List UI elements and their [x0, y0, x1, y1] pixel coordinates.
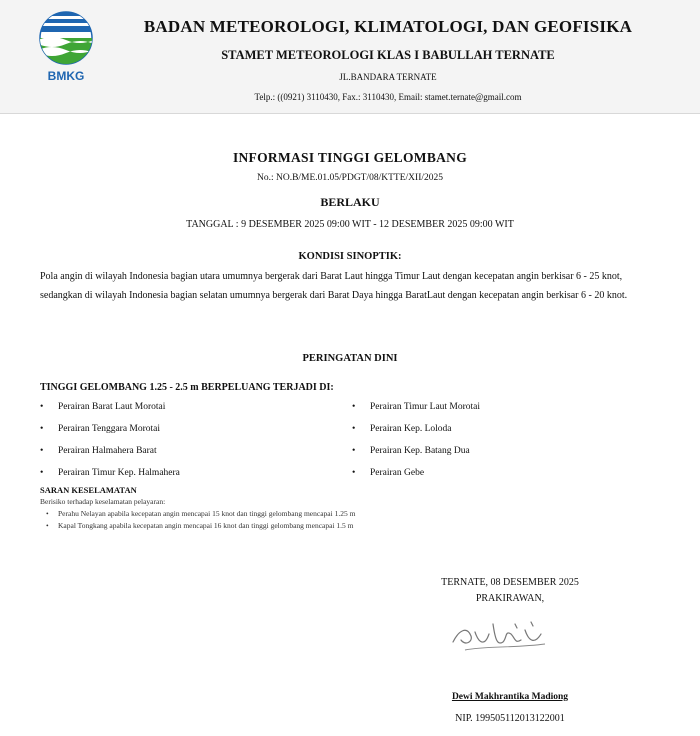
- signatory-name: Dewi Makhrantika Madiong: [451, 692, 569, 702]
- organization-name: BADAN METEOROLOGI, KLIMATOLOGI, DAN GEOFISIKA: [143, 17, 633, 36]
- list-item: [40, 444, 180, 466]
- bullet: •: [46, 509, 49, 518]
- saran-item: Kapal Tongkang apabila kecepatan angin mencapai 16 knot dan tinggi gelombang mencapai 1.5 m: [58, 521, 354, 530]
- kondisi-text: Pola angin di wilayah Indonesia bagian utara umumnya bergerak dari Barat Laut hingga Timur Laut dengan kecepatan angin berkisar 6 - 25 knot, sedangkan di wilayah Indonesia bagian selatan umumnya bergerak dari Barat Daya hingga BaratLaut dengan kecepatan angin berkisar 6 - 20 knot.: [40, 271, 628, 301]
- signature-role: PRAKIRAWAN,: [475, 593, 545, 604]
- area-name: Perairan Timur Kep. Halmahera: [58, 468, 180, 478]
- bullet: •: [40, 424, 44, 434]
- area-name: Perairan Tenggara Morotai: [58, 424, 161, 434]
- area-name: Perairan Timur Laut Morotai: [370, 402, 481, 412]
- office-name: STAMET METEOROLOGI KLAS I BABULLAH TERNATE: [221, 48, 555, 62]
- saran-list: [46, 509, 355, 533]
- list-item: [46, 521, 355, 533]
- signature-place-date: TERNATE, 08 DESEMBER 2025: [441, 577, 579, 588]
- logo-text: BMKG: [47, 69, 85, 83]
- signatory-nip: NIP. 199505112013122001: [455, 713, 565, 724]
- peringatan-heading: PERINGATAN DINI: [302, 353, 398, 364]
- area-list-left: [40, 400, 180, 488]
- bullet: •: [40, 402, 44, 412]
- list-item: [352, 422, 480, 444]
- bmkg-logo-icon: [38, 10, 94, 86]
- bullet: •: [352, 468, 356, 478]
- office-contact: Telp.: ((0921) 3110430, Fax.: 3110430, Email: stamet.ternate@gmail.com: [254, 92, 522, 102]
- area-name: Perairan Barat Laut Morotai: [58, 402, 166, 412]
- area-name: Perairan Kep. Batang Dua: [370, 446, 470, 456]
- area-name: Perairan Kep. Loloda: [370, 424, 452, 434]
- area-name: Perairan Gebe: [370, 468, 425, 478]
- list-item: [352, 466, 480, 488]
- bullet: •: [352, 402, 356, 412]
- bullet: •: [46, 521, 49, 530]
- list-item: [352, 400, 480, 422]
- handwritten-signature-icon: [445, 612, 555, 657]
- berlaku-heading: BERLAKU: [320, 195, 380, 209]
- kondisi-heading: KONDISI SINOPTIK:: [298, 251, 402, 262]
- saran-heading: SARAN KESELAMATAN: [40, 485, 137, 495]
- list-item: [352, 444, 480, 466]
- list-item: [46, 509, 355, 521]
- area-list-right: [352, 400, 480, 488]
- saran-item: Perahu Nelayan apabila kecepatan angin mencapai 15 knot dan tinggi gelombang mencapai 1.25 m: [58, 509, 356, 518]
- wave-height-heading: TINGGI GELOMBANG 1.25 - 2.5 m BERPELUANG TERJADI DI:: [40, 382, 334, 393]
- bullet: •: [40, 446, 44, 456]
- bullet: •: [352, 446, 356, 456]
- letterhead: [0, 0, 700, 114]
- list-item: [40, 400, 180, 422]
- list-item: [40, 422, 180, 444]
- bullet: •: [352, 424, 356, 434]
- saran-intro: Berisiko terhadap keselamatan pelayaran:: [40, 497, 166, 506]
- validity-period: TANGGAL : 9 DESEMBER 2025 09:00 WIT - 12 DESEMBER 2025 09:00 WIT: [186, 219, 514, 230]
- office-address: JL.BANDARA TERNATE: [339, 72, 437, 82]
- area-name: Perairan Halmahera Barat: [58, 446, 157, 456]
- document-number: No.: NO.B/ME.01.05/PDGT/08/KTTE/XII/2025: [256, 173, 444, 183]
- document-title: INFORMASI TINGGI GELOMBANG: [232, 150, 468, 165]
- bullet: •: [40, 468, 44, 478]
